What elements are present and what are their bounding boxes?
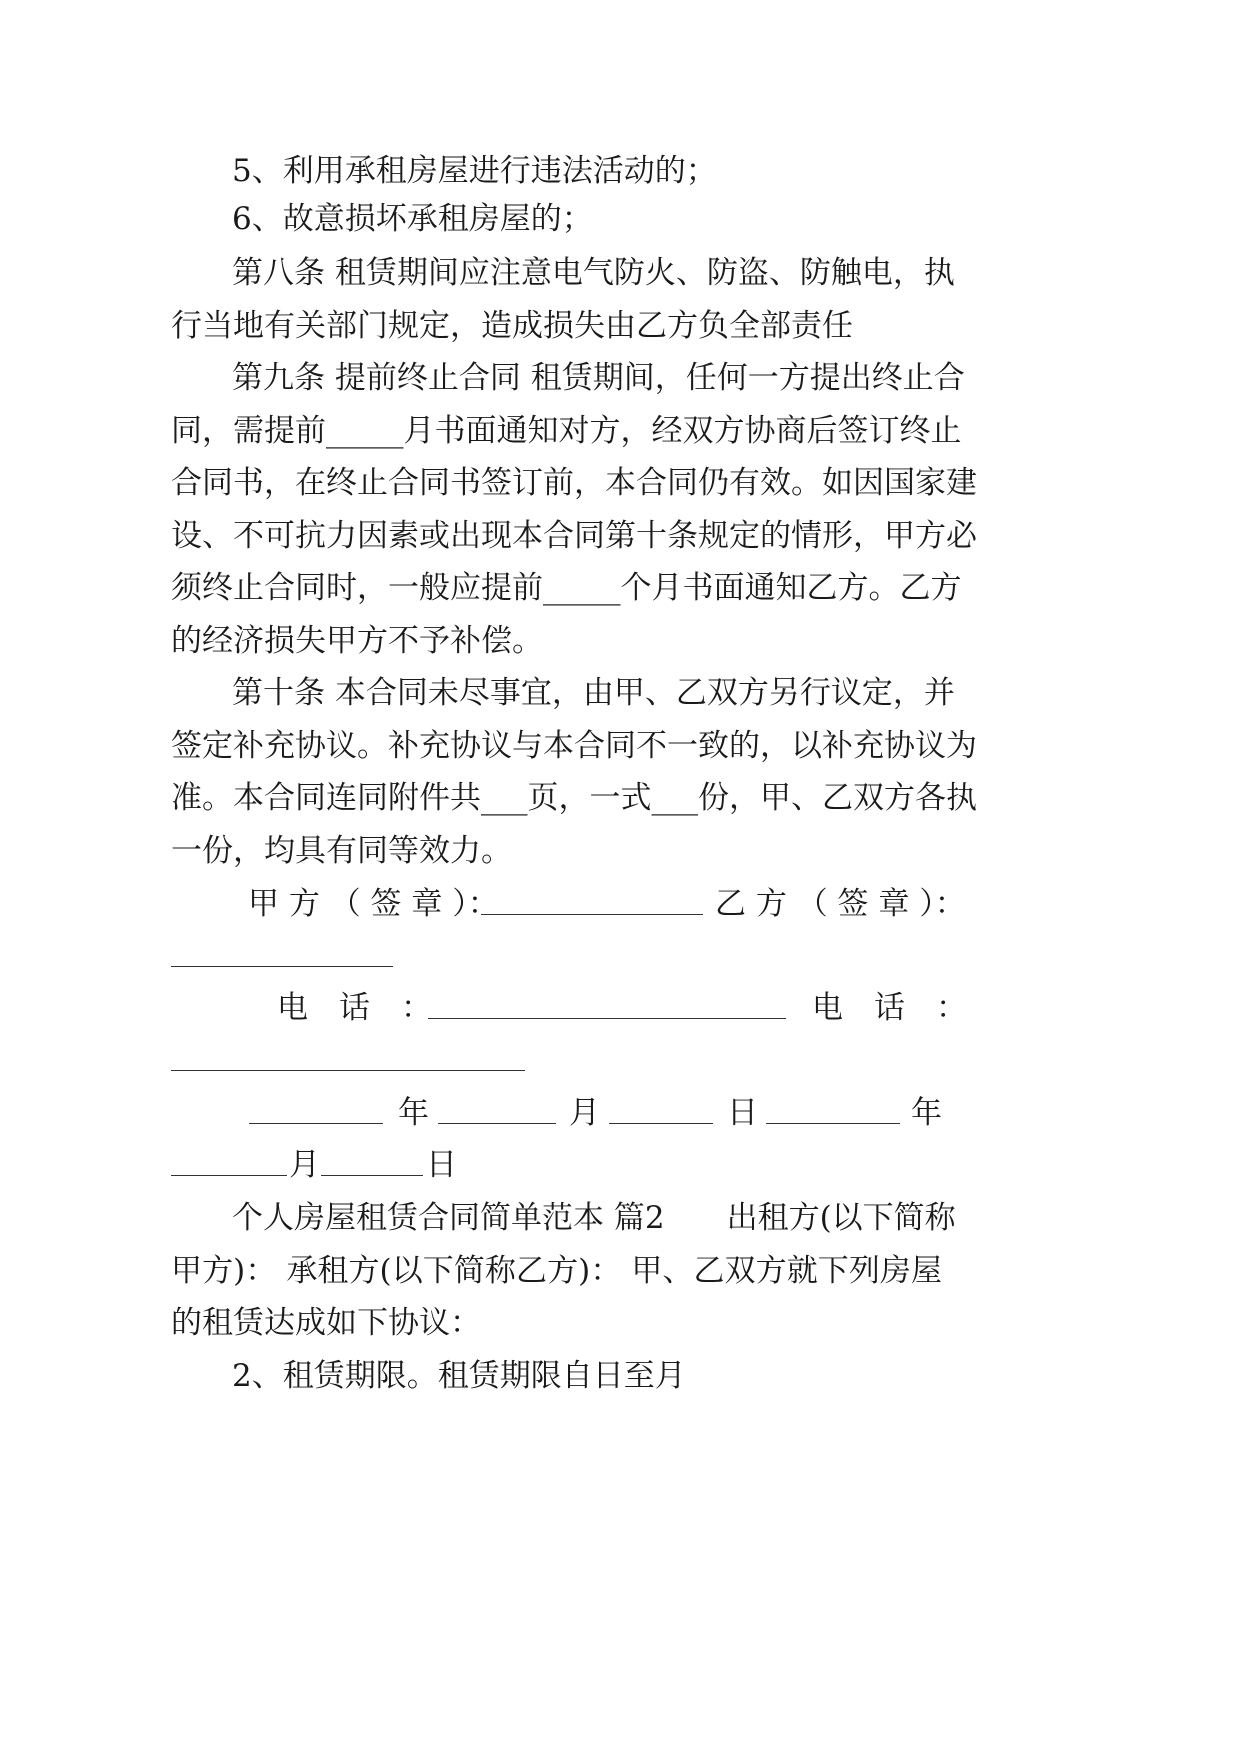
party-a-phone-blank <box>428 1018 786 1019</box>
lease-term-clause: 2、租赁期限。租赁期限自日至月 <box>232 1358 686 1394</box>
section-intro-text: 的租赁达成如下协议： <box>171 1305 481 1341</box>
party-a-signature-blank <box>481 914 703 915</box>
text-line <box>0 560 1241 616</box>
article-8-text: 第八条 租赁期间应注意电气防火、防盗、防触电，执 <box>232 255 955 291</box>
text-line <box>0 298 1241 354</box>
section-intro-text: 甲方)： 承租方(以下简称乙方)： 甲、乙双方就下列房屋 <box>171 1253 942 1289</box>
article-10-text: 签定补充协议。补充协议与本合同不一致的，以补充协议为 <box>171 728 977 764</box>
text-line <box>0 1243 1241 1299</box>
text-line <box>0 823 1241 879</box>
date-blank <box>609 1123 713 1124</box>
text-line <box>0 1348 1241 1404</box>
party-b-signature-blank <box>171 966 393 967</box>
party-b-phone-blank <box>171 1070 525 1071</box>
text-line <box>0 665 1241 721</box>
text-line <box>0 245 1241 301</box>
text-line <box>0 1190 1241 1246</box>
date-blank <box>171 1175 287 1176</box>
article-10-text: 准。本合同连同附件共___页，一式___份，甲、乙双方各执 <box>171 780 977 816</box>
date-line <box>0 1137 1241 1193</box>
party-b-phone-label: 电 话 ： <box>812 990 967 1026</box>
party-a-phone-label: 电 话 ： <box>277 990 432 1026</box>
text-line <box>0 718 1241 774</box>
party-a-signature-label: 甲 方 （ 签 章 ）： <box>248 886 499 922</box>
article-10-text: 第十条 本合同未尽事宜，由甲、乙双方另行议定，并 <box>232 675 955 711</box>
text-line <box>0 455 1241 511</box>
article-9-text: 的经济损失甲方不予补偿。 <box>171 623 543 659</box>
article-9-text: 合同书，在终止合同书签订前，本合同仍有效。如因国家建 <box>171 465 977 501</box>
text-line <box>0 350 1241 406</box>
date-day-label: 日 <box>426 1147 457 1183</box>
date-month-label: 月 <box>569 1095 600 1131</box>
text-line <box>0 191 1241 247</box>
date-day-label: 日 <box>727 1095 758 1131</box>
date-year-label: 年 <box>398 1095 429 1131</box>
date-blank <box>438 1123 556 1124</box>
text-line <box>0 613 1241 669</box>
text-line <box>0 770 1241 826</box>
paragraph-item-5: 5、利用承租房屋进行违法活动的； <box>232 153 717 189</box>
date-blank <box>766 1123 900 1124</box>
signature-line <box>0 876 1241 932</box>
text-line <box>0 1295 1241 1351</box>
section-heading: 个人房屋租赁合同简单范本 篇2 出租方(以下简称 <box>232 1200 956 1236</box>
date-blank <box>249 1123 383 1124</box>
article-9-text: 设、不可抗力因素或出现本合同第十条规定的情形，甲方必 <box>171 518 977 554</box>
party-b-signature-label: 乙 方 （ 签 章 ）： <box>715 886 966 922</box>
date-month-label: 月 <box>289 1147 320 1183</box>
date-year-label: 年 <box>911 1095 942 1131</box>
text-line <box>0 403 1241 459</box>
article-8-text: 行当地有关部门规定，造成损失由乙方负全部责任 <box>171 308 853 344</box>
date-blank <box>321 1175 423 1176</box>
phone-line <box>0 980 1241 1036</box>
article-10-text: 一份，均具有同等效力。 <box>171 833 512 869</box>
article-9-text: 同，需提前_____月书面通知对方，经双方协商后签订终止 <box>171 413 962 449</box>
text-line <box>0 508 1241 564</box>
article-9-text: 须终止合同时，一般应提前_____个月书面通知乙方。乙方 <box>171 570 962 606</box>
article-9-text: 第九条 提前终止合同 租赁期间，任何一方提出终止合 <box>232 360 965 396</box>
paragraph-item-6: 6、故意损坏承租房屋的； <box>232 201 593 237</box>
date-line <box>0 1085 1241 1141</box>
